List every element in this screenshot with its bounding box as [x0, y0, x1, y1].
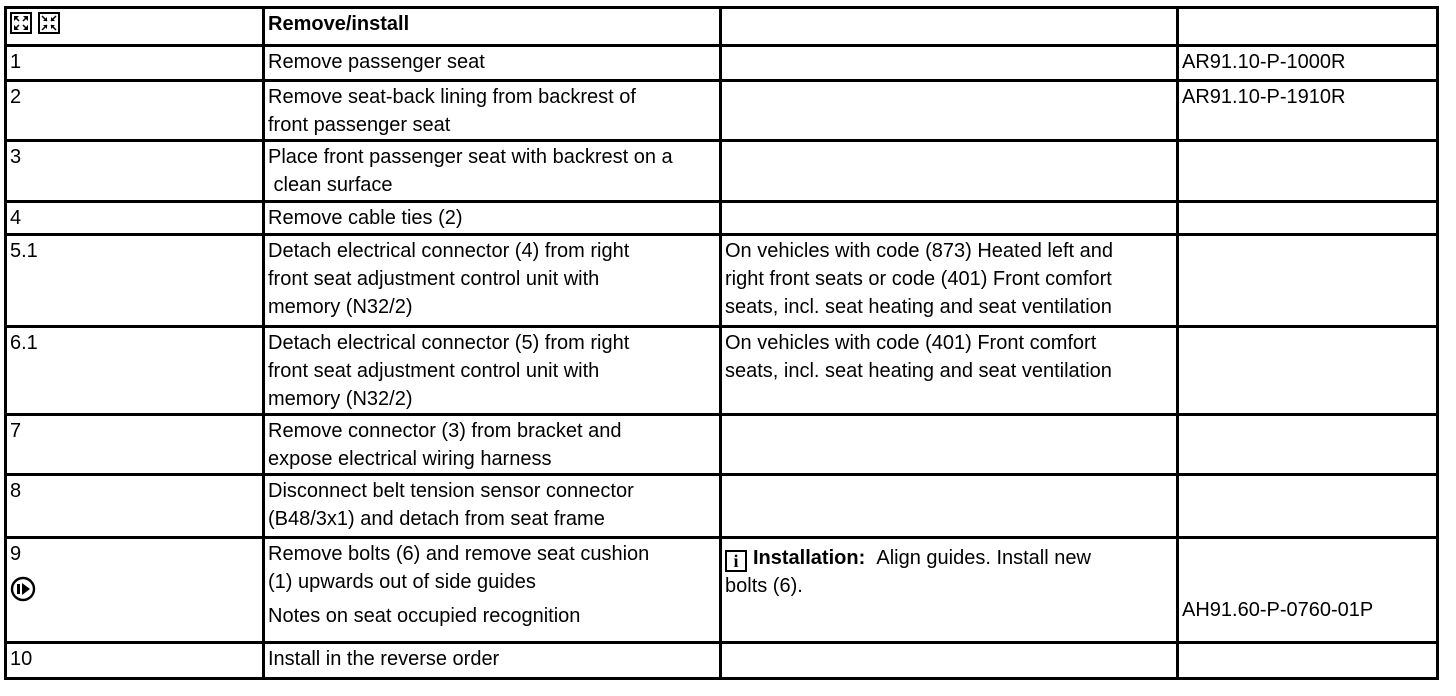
step-text: Detach electrical connector (5) from right front seat adjustment control unit with memory (N32/2): [264, 327, 721, 415]
table-row: [6, 141, 1438, 202]
header-empty-cell: [1178, 8, 1438, 46]
table-row: [6, 475, 1438, 538]
step-text: Place front passenger seat with backrest on a clean surface: [264, 141, 721, 202]
table-row: [6, 643, 1438, 679]
condition-cell: [721, 415, 1178, 475]
reference-cell: [1178, 475, 1438, 538]
step-number: 2: [6, 81, 264, 141]
step-number: 9: [6, 538, 264, 643]
table-row: [6, 81, 1438, 141]
step-number: 7: [6, 415, 264, 475]
procedure-table-wrapper: [4, 6, 1439, 680]
condition-cell: On vehicles with code (873) Heated left and right front seats or code (401) Front comfort seats, incl. seat heating and seat ventilation: [721, 235, 1178, 327]
header-title: Remove/install: [264, 8, 721, 46]
info-icon: i: [725, 550, 747, 572]
step-number: 5.1: [6, 235, 264, 327]
reference-link[interactable]: AR91.10-P-1000R: [1178, 46, 1438, 81]
step-text: Remove bolts (6) and remove seat cushion (1) upwards out of side guides Notes on seat occupied recognition: [264, 538, 721, 643]
installation-label: Installation:: [753, 547, 866, 569]
table-row: [6, 202, 1438, 235]
header-icons-cell: [6, 8, 264, 46]
table-row: [6, 235, 1438, 327]
step-text: Remove connector (3) from bracket and expose electrical wiring harness: [264, 415, 721, 475]
condition-cell: [721, 643, 1178, 679]
step-text: Remove passenger seat: [264, 46, 721, 81]
table-row: [6, 46, 1438, 81]
step-number: 1: [6, 46, 264, 81]
table-row: [6, 415, 1438, 475]
condition-cell: On vehicles with code (401) Front comfort seats, incl. seat heating and seat ventilation: [721, 327, 1178, 415]
step-number: 4: [6, 202, 264, 235]
step-number: 8: [6, 475, 264, 538]
procedure-table: [4, 6, 1439, 680]
condition-cell: [721, 141, 1178, 202]
step-text: Remove cable ties (2): [264, 202, 721, 235]
reference-link[interactable]: AH91.60-P-0760-01P: [1182, 599, 1374, 621]
header-row: [6, 8, 1438, 46]
table-row: [6, 327, 1438, 415]
condition-cell: i Installation: Align guides. Install new bolts (6).: [721, 538, 1178, 643]
reference-cell: [1178, 415, 1438, 475]
reference-cell: [1178, 538, 1438, 643]
condition-cell: [721, 475, 1178, 538]
reference-link[interactable]: AR91.10-P-1910R: [1178, 81, 1438, 141]
step-text: Install in the reverse order: [264, 643, 721, 679]
step-text: Remove seat-back lining from backrest of front passenger seat: [264, 81, 721, 141]
step-number: 3: [6, 141, 264, 202]
reference-cell: [1178, 327, 1438, 415]
header-empty-cell: [721, 8, 1178, 46]
step-text: Disconnect belt tension sensor connector (B48/3x1) and detach from seat frame: [264, 475, 721, 538]
notes-arrow-icon[interactable]: [10, 576, 36, 602]
reference-cell: [1178, 643, 1438, 679]
step-number: 6.1: [6, 327, 264, 415]
step-text: Detach electrical connector (4) from right front seat adjustment control unit with memory (N32/2): [264, 235, 721, 327]
step-number: 10: [6, 643, 264, 679]
table-row: [6, 538, 1438, 643]
condition-cell: [721, 81, 1178, 141]
condition-cell: [721, 202, 1178, 235]
collapse-icon[interactable]: [38, 12, 60, 34]
expand-icon[interactable]: [10, 12, 32, 34]
condition-cell: [721, 46, 1178, 81]
note-link[interactable]: Notes on seat occupied recognition: [268, 605, 581, 627]
reference-cell: [1178, 235, 1438, 327]
reference-cell: [1178, 141, 1438, 202]
reference-cell: [1178, 202, 1438, 235]
